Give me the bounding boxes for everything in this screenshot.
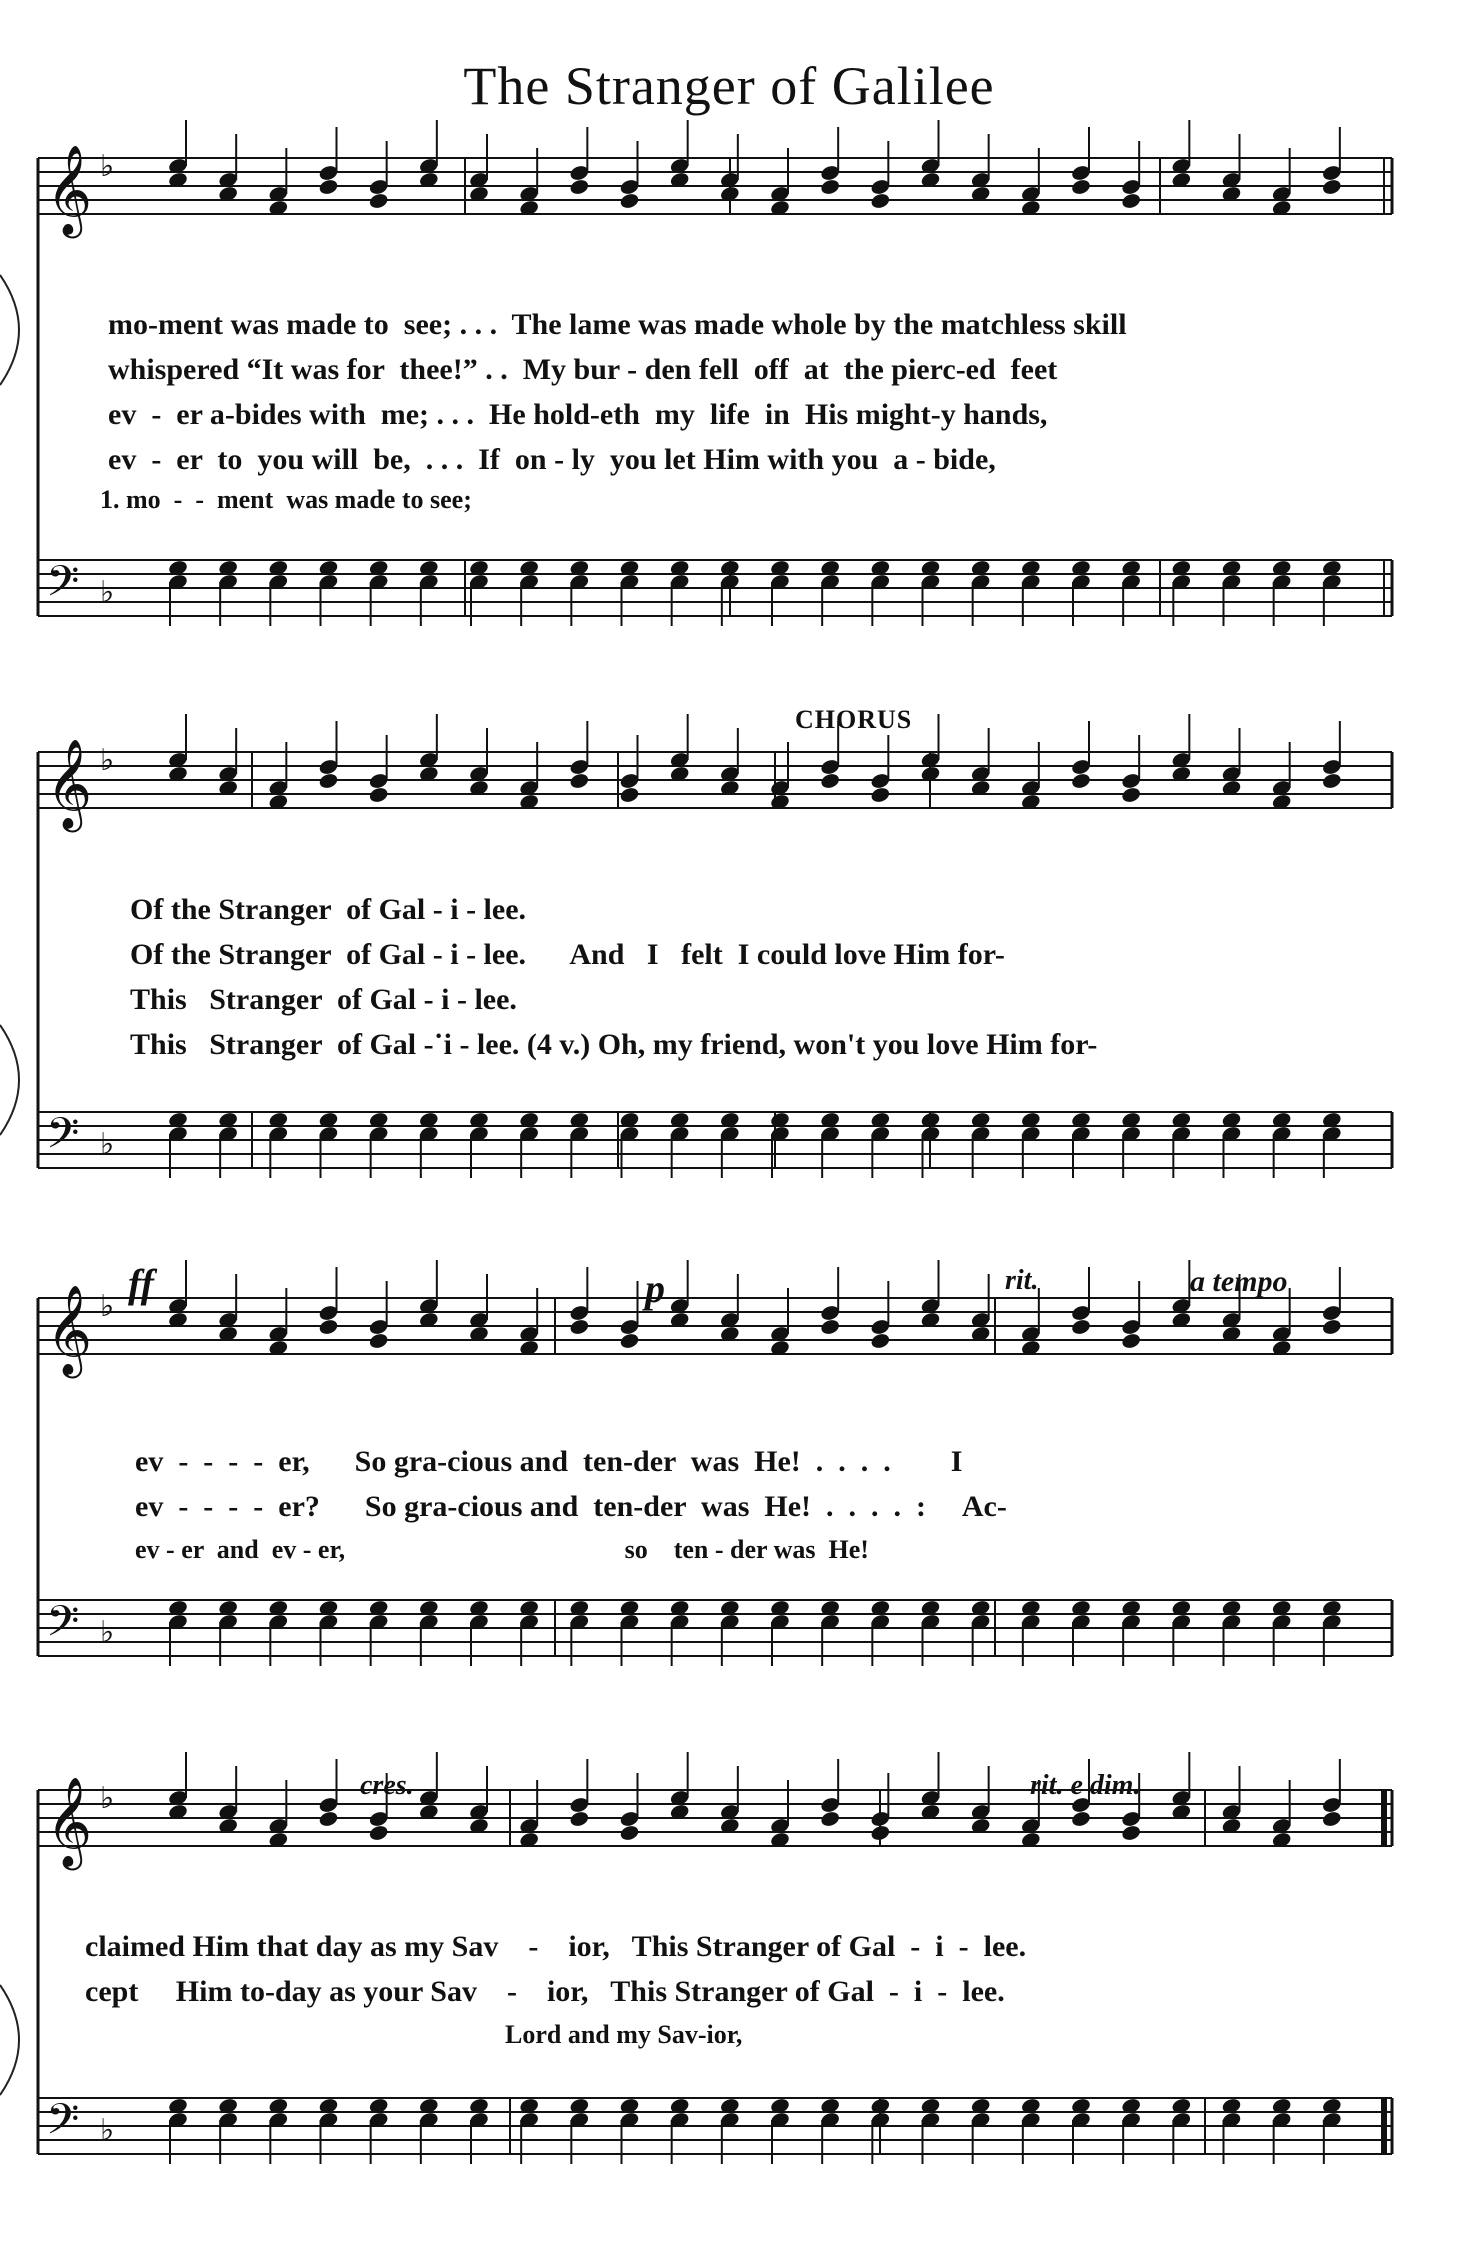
dynamic-ff: ff [128, 1261, 154, 1306]
note-head [819, 178, 840, 196]
note-head [619, 786, 640, 804]
note-head [318, 178, 339, 196]
lyric-line-1: ev - - - - er, So gra-cious and ten-der was He! . . . . I [135, 1445, 963, 1478]
lyric-line-2: Of the Stranger of Gal - i - lee. And I felt I could love Him for- [130, 938, 1005, 971]
lyric-line-1: Of the Stranger of Gal - i - lee. [130, 893, 527, 926]
note-head [870, 1332, 891, 1350]
note-head [1321, 1810, 1342, 1828]
treble-clef-icon: 𝄞 [46, 1777, 93, 1867]
note-head [318, 1318, 339, 1336]
page-title: The Stranger of Galilee [463, 56, 995, 116]
lyric-line-3: This Stranger of Gal - i - lee. [130, 983, 517, 1016]
lyric-line-4: ev - er to you will be, . . . If on - ly you let Him with you a - bide, [108, 443, 996, 476]
lyric-line-3: ev - er and ev - er, so ten - der was He! [135, 1535, 869, 1564]
bass-clef-icon: 𝄢 [46, 1109, 80, 1169]
note-head [619, 1332, 640, 1350]
note-head [569, 1318, 590, 1336]
lyric-line-2: whispered “It was for thee!” . . My bur - den fell off at the pierc-ed feet [108, 353, 1058, 386]
note-head [318, 772, 339, 790]
lyric-line-3: ev - er a-bides with me; . . . He hold-eth my life in His might-y hands, [108, 398, 1048, 431]
flat-icon: ♭ [100, 575, 115, 610]
flat-icon: ♭ [100, 743, 115, 778]
flat-icon: ♭ [100, 2113, 115, 2148]
note-head [1321, 178, 1342, 196]
note-head [569, 1810, 590, 1828]
bass-clef-icon: 𝄢 [46, 1597, 80, 1657]
tempo-rit-dim: rit. e dim. [1030, 1770, 1141, 1801]
chorus-label: CHORUS [795, 705, 913, 734]
note-head [819, 1318, 840, 1336]
note-head [318, 1810, 339, 1828]
tempo-rit: rit. [1005, 1265, 1039, 1296]
dynamic-p: p [645, 1266, 665, 1311]
note-head [1070, 1318, 1091, 1336]
lyric-line-5: 1. mo - - ment was made to see; [100, 485, 472, 514]
note-head [819, 772, 840, 790]
note-head [1120, 192, 1141, 210]
note-head [569, 772, 590, 790]
note-head [870, 786, 891, 804]
note-head [569, 178, 590, 196]
lyric-line-3: Lord and my Sav-ior, [505, 2020, 743, 2049]
note-head [1070, 772, 1091, 790]
lyric-line-1: mo-ment was made to see; . . . The lame was made whole by the matchless skill [108, 308, 1127, 341]
note-head [1070, 178, 1091, 196]
dynamic-cres: cres. [360, 1770, 414, 1801]
note-head [619, 1824, 640, 1842]
note-head [368, 192, 389, 210]
flat-icon: ♭ [100, 1781, 115, 1816]
treble-clef-icon: 𝄞 [46, 739, 93, 829]
note-head [1120, 786, 1141, 804]
flat-icon: ♭ [100, 1289, 115, 1324]
note-head [619, 192, 640, 210]
note-head [1120, 1332, 1141, 1350]
lyric-line-4: This Stranger of Gal -˙i - lee. (4 v.) Oh, my friend, won't you love Him for- [130, 1028, 1098, 1061]
flat-icon: ♭ [100, 1615, 115, 1650]
flat-icon: ♭ [100, 149, 115, 184]
note-head [368, 1332, 389, 1350]
note-head [1321, 1318, 1342, 1336]
note-head [870, 1824, 891, 1842]
lyric-line-2: cept Him to-day as your Sav - ior, This Stranger of Gal - i - lee. [85, 1975, 1005, 2008]
note-head [1070, 1810, 1091, 1828]
note-head [1321, 772, 1342, 790]
treble-clef-icon: 𝄞 [46, 1285, 93, 1375]
treble-clef-icon: 𝄞 [46, 145, 93, 235]
tempo-a-tempo: a tempo [1190, 1265, 1288, 1298]
bass-clef-icon: 𝄢 [46, 2095, 80, 2155]
lyric-line-1: claimed Him that day as my Sav - ior, This Stranger of Gal - i - lee. [85, 1930, 1027, 1963]
note-head [870, 192, 891, 210]
lyric-line-2: ev - - - - er? So gra-cious and ten-der was He! . . . . : Ac- [135, 1490, 1007, 1523]
note-head [1120, 1824, 1141, 1842]
note-head [819, 1810, 840, 1828]
bass-clef-icon: 𝄢 [46, 557, 80, 617]
note-head [368, 1824, 389, 1842]
note-head [368, 786, 389, 804]
flat-icon: ♭ [100, 1127, 115, 1162]
